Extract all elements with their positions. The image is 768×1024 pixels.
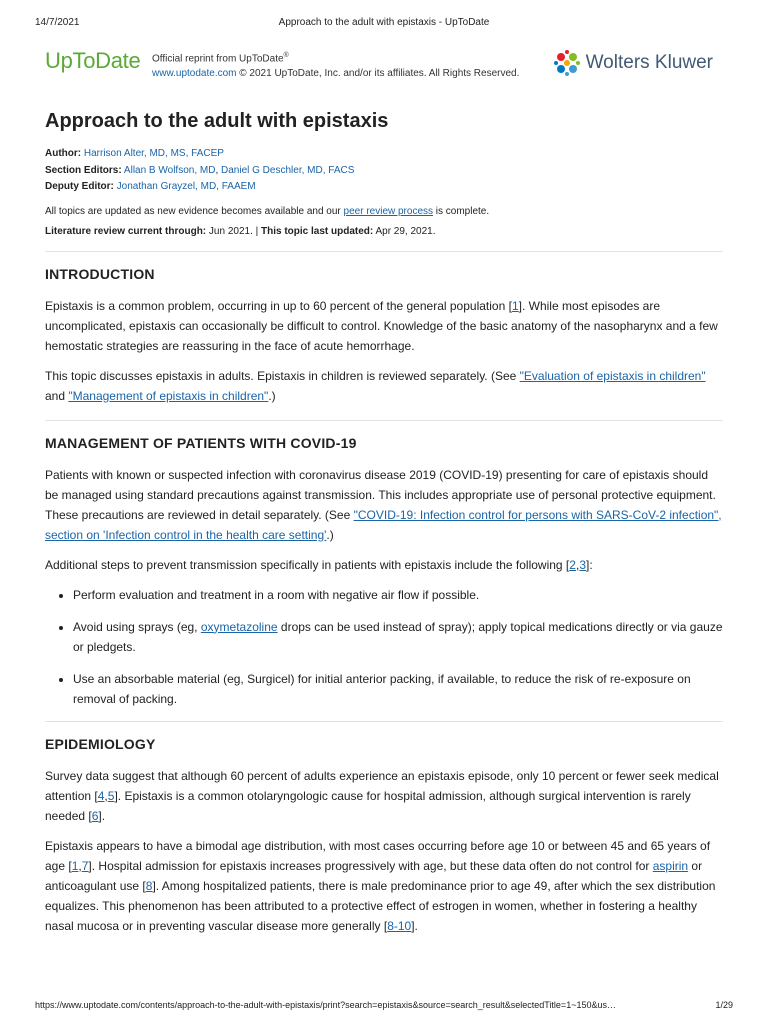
- reference-link[interactable]: 5: [107, 788, 115, 803]
- print-title: Approach to the adult with epistaxis - UpToDate: [278, 17, 490, 28]
- reference-link[interactable]: 3: [579, 557, 586, 572]
- print-footer: [35, 1000, 733, 1010]
- wolters-kluwer-wordmark: Wolters Kluwer: [585, 52, 713, 73]
- deputy-editor-link[interactable]: Jonathan Grayzel, MD, FAAEM: [116, 181, 256, 192]
- reference-link[interactable]: 8: [145, 878, 153, 893]
- list-item: • Use an absorbable material (eg, Surgicel) for initial anterior packing, if available, to reduce the risk of re-exposure on removal of packing.: [73, 669, 723, 709]
- divider: [45, 251, 723, 252]
- intro-paragraph-1: Epistaxis is a common problem, occurring in up to 60 percent of the general population [1]. While most episodes are uncomplicated, epistaxis can occasionally be difficult to control. Knowledge of the basic anatomy of the nasopharynx and a few hemostatic strategies are reassuring in the face of acute hemorrhage.: [45, 298, 718, 353]
- print-url: https://www.uptodate.com/contents/approach-to-the-adult-with-epistaxis/print?search=epistaxis&source=search_result&selectedTitle=1~150&us…: [35, 1000, 616, 1010]
- review-dates: [45, 226, 723, 237]
- reference-link[interactable]: 2: [569, 557, 576, 572]
- reference-link[interactable]: 7: [81, 858, 89, 873]
- uptodate-logo: UpToDate: [45, 48, 141, 73]
- divider: [45, 420, 723, 421]
- last-updated-value: Apr 29, 2021.: [373, 225, 436, 237]
- wolters-kluwer-logo: [552, 48, 713, 78]
- covid-paragraph-2: Additional steps to prevent transmission specifically in patients with epistaxis include the following [2,3]:: [45, 557, 593, 572]
- section-editors-label: Section Editors:: [45, 164, 122, 176]
- section-editor-link-1[interactable]: Allan B Wolfson, MD: [123, 164, 216, 176]
- author-label: Author:: [45, 148, 82, 159]
- reference-link[interactable]: 4: [97, 788, 105, 803]
- drug-link-aspirin[interactable]: aspirin: [652, 858, 689, 873]
- article-content: [45, 110, 723, 946]
- topic-link-evaluation[interactable]: "Evaluation of epistaxis in children": [519, 368, 706, 383]
- print-date: 14/7/2021: [35, 17, 80, 28]
- page-number: 1/29: [715, 1000, 733, 1010]
- article-title: Approach to the adult with epistaxis: [45, 110, 389, 132]
- print-header: [35, 17, 733, 28]
- section-heading-covid: MANAGEMENT OF PATIENTS WITH COVID-19: [45, 434, 357, 451]
- section-heading-introduction: INTRODUCTION: [45, 265, 155, 282]
- author-link[interactable]: Harrison Alter, MD, MS, FACEP: [83, 148, 224, 159]
- list-item: • Avoid using sprays (eg, oxymetazoline drops can be used instead of spray); apply topical medications directly or via gauze or pledgets.: [73, 617, 723, 657]
- update-note-end: is complete.: [433, 205, 490, 217]
- update-note: [45, 206, 723, 217]
- epidemiology-paragraph-2: Epistaxis appears to have a bimodal age distribution, with most cases occurring before age 10 or between 45 and 65 years of age [1,7]. Hospital admission for epistaxis increases progressively with age, but these data often do not control for aspirin or anticoagulant use [8]. Among hospitalized patients, there is male predominance prior to age 49, after which the sex distribution equalizes. This phenomenon has been attributed to a protective effect of estrogen in women, whether in fostering a healthy nasal mucosa or in preventing vascular disease more generally [8-10].: [45, 838, 716, 933]
- list-item: • Perform evaluation and treatment in a room with negative air flow if possible.: [73, 585, 723, 605]
- uptodate-site-link[interactable]: www.uptodate.com: [152, 68, 237, 80]
- covid-bullet-list: [45, 585, 723, 709]
- deputy-editor-label: Deputy Editor:: [45, 181, 114, 192]
- registered-mark: ®: [283, 52, 289, 59]
- topic-link-covid-infection-control[interactable]: "COVID-19: Infection control for persons with SARS-CoV-2 infection", section on 'Infection control in the health care setting': [45, 507, 722, 542]
- reprint-line: Official reprint from UpToDate: [152, 53, 284, 65]
- peer-review-link[interactable]: peer review process: [343, 205, 434, 217]
- brand-row: [45, 44, 713, 84]
- update-note-text: All topics are updated as new evidence becomes available and our: [45, 205, 344, 217]
- article-credits: Author: Harrison Alter, MD, MS, FACEP Section Editors: Allan B Wolfson, MD, Daniel G Deschler, MD, FACS Deputy Editor: Jonathan Grayzel, MD, FAAEM: [45, 148, 355, 192]
- reference-link[interactable]: 1: [71, 858, 79, 873]
- divider: [45, 721, 723, 722]
- reprint-notice: [152, 48, 519, 81]
- lit-review-value: Jun 2021. |: [206, 225, 261, 237]
- covid-paragraph-1: Patients with known or suspected infection with coronavirus disease 2019 (COVID-19) presenting for care of epistaxis should be managed using standard precautions against transmission. This includes appropriate use of personal protective equipment. These precautions are reviewed in detail separately. (See "COVID-19: Infection control for persons with SARS-CoV-2 infection", section on 'Infection control in the health care setting'.): [45, 467, 722, 542]
- drug-link-oxymetazoline[interactable]: oxymetazoline: [200, 619, 278, 634]
- wolters-kluwer-emblem-icon: [552, 48, 582, 78]
- last-updated-label: This topic last updated:: [261, 225, 374, 237]
- epidemiology-paragraph-1: Survey data suggest that although 60 percent of adults experience an epistaxis episode, only 10 percent or fewer seek medical attention [4,5]. Epistaxis is a common otolaryngologic cause for hospital admission, although surgical intervention is rarely needed [6].: [45, 768, 719, 823]
- copyright-text: © 2021 UpToDate, Inc. and/or its affiliates. All Rights Reserved.: [239, 68, 520, 80]
- section-heading-epidemiology: EPIDEMIOLOGY: [45, 735, 156, 752]
- lit-review-label: Literature review current through:: [45, 225, 207, 237]
- section-editor-link-2[interactable]: Daniel G Deschler, MD, FACS: [221, 164, 355, 176]
- reference-link[interactable]: 8-10: [387, 918, 412, 933]
- intro-paragraph-2: This topic discusses epistaxis in adults. Epistaxis in children is reviewed separately. (See "Evaluation of epistaxis in children" and "Management of epistaxis in children".): [45, 368, 706, 403]
- reference-link[interactable]: 1: [511, 298, 519, 313]
- topic-link-management[interactable]: "Management of epistaxis in children": [68, 388, 269, 403]
- reference-link[interactable]: 6: [91, 808, 99, 823]
